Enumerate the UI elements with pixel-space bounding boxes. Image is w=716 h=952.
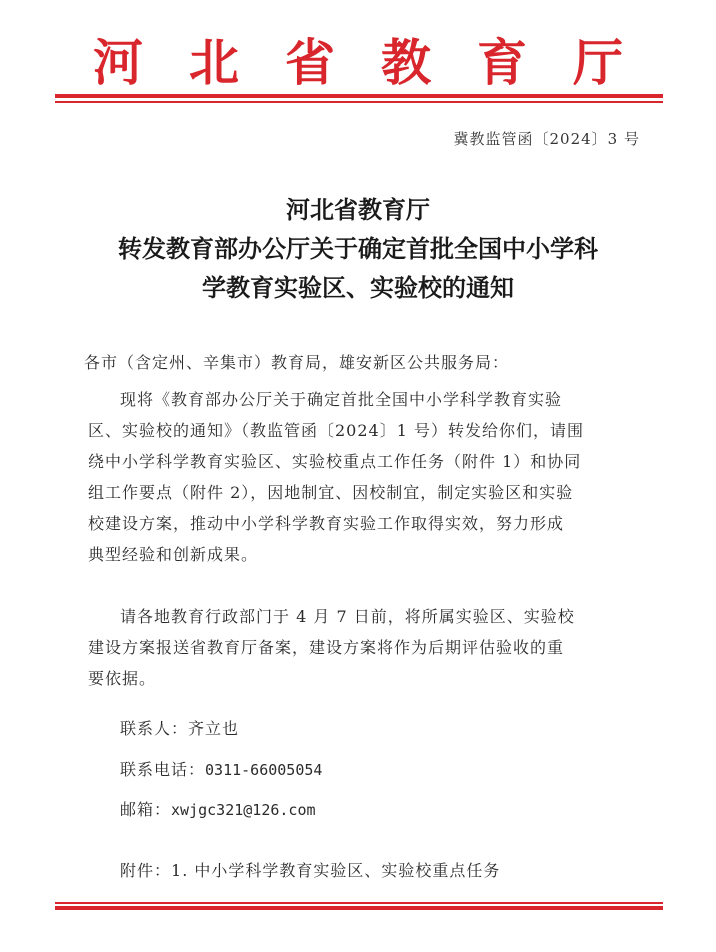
paragraph-line: 区、实验校的通知》（教监管函〔2024〕1 号）转发给你们，请围 — [88, 421, 584, 440]
bottom-red-rule-thin — [55, 902, 663, 904]
paragraph-line: 典型经验和创新成果。 — [88, 545, 259, 564]
top-red-rule-thick — [55, 94, 663, 98]
document-title — [40, 190, 676, 307]
paragraph-line: 现将《教育部办公厅关于确定首批全国中小学科学教育实验 — [120, 390, 563, 409]
contact-phone-label: 联系电话： — [120, 760, 206, 779]
paragraph-line: 建设方案报送省教育厅备案，建设方案将作为后期评估验收的重 — [88, 638, 565, 657]
contact-person-value: 齐立也 — [188, 719, 240, 738]
contact-person — [120, 716, 239, 739]
contact-email-label: 邮箱： — [120, 800, 172, 819]
contact-person-label: 联系人： — [120, 719, 189, 738]
top-red-rule-thin — [55, 101, 663, 103]
attachment-list — [120, 858, 500, 881]
bottom-red-rule-thick — [55, 906, 663, 910]
title-line-2: 转发教育部办公厅关于确定首批全国中小学科 — [118, 234, 598, 263]
contact-phone — [120, 757, 322, 780]
title-line-1: 河北省教育厅 — [286, 195, 430, 224]
masthead-title: 河北省教育厅 — [93, 34, 669, 92]
paragraph-line: 组工作要点（附件 2），因地制宜、因校制宜，制定实验区和实验 — [88, 483, 574, 502]
attachment-item-1: 1. 中小学科学教育实验区、实验校重点任务 — [171, 861, 501, 880]
contact-email — [120, 797, 316, 820]
contact-phone-value: 0311-66005054 — [205, 761, 323, 779]
document-number: 冀教监管函〔2024〕3 号 — [453, 130, 640, 148]
paragraph-line: 要依据。 — [88, 669, 157, 688]
title-line-3: 学教育实验区、实验校的通知 — [202, 273, 514, 302]
paragraph-line: 校建设方案，推动中小学科学教育实验工作取得实效，努力形成 — [88, 514, 565, 533]
addressee: 各市（含定州、辛集市）教育局，雄安新区公共服务局： — [84, 353, 510, 372]
contact-email-value[interactable]: xwjgc321@126.com — [171, 801, 316, 819]
paragraph-1 — [88, 384, 653, 570]
attachment-label: 附件： — [120, 861, 172, 880]
paragraph-line: 绕中小学科学教育实验区、实验校重点工作任务（附件 1）和协同 — [88, 452, 582, 471]
paragraph-2 — [88, 601, 653, 694]
paragraph-line: 请各地教育行政部门于 4 月 7 日前，将所属实验区、实验校 — [120, 607, 575, 626]
